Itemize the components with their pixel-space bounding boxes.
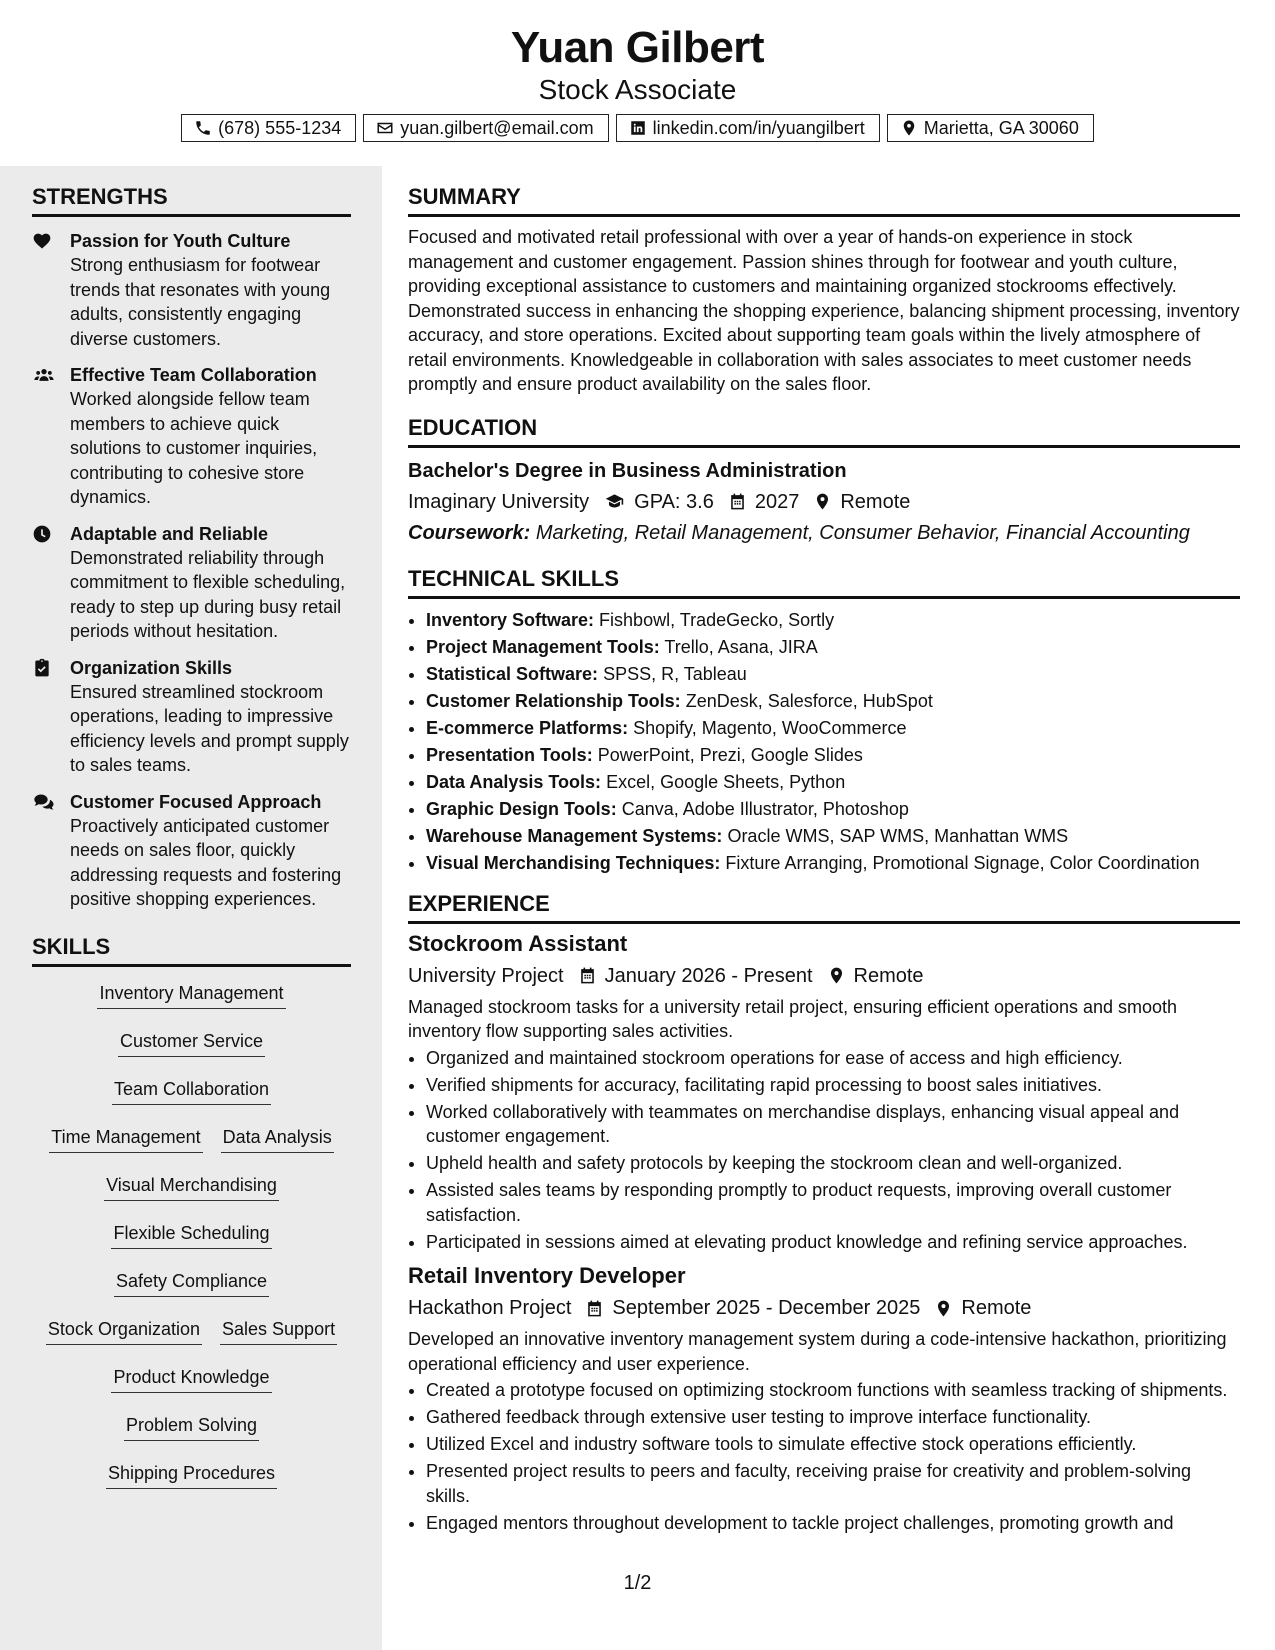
list-item: • Organized and maintained stockroom operations for ease of access and high efficiency. [426, 1046, 1240, 1071]
coursework [408, 520, 1240, 546]
strengths-heading: STRENGTHS [32, 184, 351, 217]
strength-title: Adaptable and Reliable [70, 523, 269, 544]
list-item: • Utilized Excel and industry software tools to simulate effective stock operations efficiently. [426, 1432, 1240, 1457]
calendar-icon [578, 966, 597, 985]
candidate-name: Yuan Gilbert [510, 23, 765, 72]
page-number: 1/2 [623, 1572, 652, 1594]
job-summary: Managed stockroom tasks for a university retail project, ensuring efficient operations and smooth inventory flow supporting sales activities. [408, 996, 1178, 1041]
job-org: University Project [408, 964, 564, 987]
contact-email-text: yuan.gilbert@email.com [400, 117, 594, 138]
list-item: • Gathered feedback through extensive user testing to improve interface functionality. [426, 1405, 1240, 1430]
right-column [408, 166, 1240, 1538]
list-item: • Project Management Tools: Trello, Asana, JIRA [426, 634, 1240, 661]
skill-tag: Time Management [49, 1125, 202, 1153]
coursework-label: Coursework: [408, 521, 531, 544]
list-item: • E-commerce Platforms: Shopify, Magento, WooCommerce [426, 715, 1240, 742]
contact-phone[interactable] [181, 114, 356, 142]
school-name: Imaginary University [408, 490, 590, 513]
skill-tag: Team Collaboration [112, 1077, 271, 1105]
job-summary: Developed an innovative inventory management system during a code-intensive hackathon, prioritizing operational efficiency and user experience. [408, 1329, 1227, 1374]
strength-item [32, 522, 351, 644]
strength-desc: Demonstrated reliability through commitment to flexible scheduling, ready to step up during busy retail periods without hesitation. [70, 547, 346, 641]
strength-item [32, 790, 351, 912]
strength-title: Organization Skills [70, 657, 233, 678]
strength-title: Passion for Youth Culture [70, 231, 291, 251]
contact-bar [0, 114, 1275, 142]
job-org: Hackathon Project [408, 1297, 572, 1319]
skill-tag: Problem Solving [124, 1413, 259, 1441]
skill-tag: Product Knowledge [111, 1365, 271, 1393]
skills-list [32, 981, 351, 1509]
clock-icon [32, 524, 52, 544]
contact-linkedin-text: linkedin.com/in/yuangilbert [652, 117, 865, 138]
list-item: • Warehouse Management Systems: Oracle WMS, SAP WMS, Manhattan WMS [426, 823, 1240, 850]
location-icon [900, 119, 918, 137]
skill-tag: Flexible Scheduling [111, 1221, 271, 1249]
list-item: • Verified shipments for accuracy, facilitating rapid processing to boost sales initiatives. [426, 1073, 1240, 1098]
email-icon [376, 119, 394, 137]
summary-text: Focused and motivated retail professional with over a year of hands-on experience in stock management and customer engagement. Passion shines through for footwear and youth culture, providing exceptional assistance to customers and maintaining organized stockrooms effectively. Demonstrated success in enhancing the shopping experience, balancing shipment processing, inventory accuracy, and store operations. Excited about supporting team goals within the lively atmosphere of retail environments. Knowledgeable in collaboration with sales associates to meet customer needs promptly and ensure product availability on the sales floor. [408, 227, 1240, 394]
graduation-cap-icon [603, 492, 626, 511]
list-item: • Presentation Tools: PowerPoint, Prezi, Google Slides [426, 742, 1240, 769]
contact-location[interactable] [887, 114, 1094, 142]
job-location: Remote [853, 964, 924, 987]
education-heading: EDUCATION [408, 415, 1240, 448]
calendar-icon [728, 492, 747, 511]
list-item: • Upheld health and safety protocols by keeping the stockroom clean and well-organized. [426, 1151, 1240, 1176]
job-bullets [408, 1046, 1240, 1255]
skill-tag: Data Analysis [221, 1125, 334, 1153]
location-icon [813, 492, 832, 511]
list-item: • Presented project results to peers and faculty, receiving praise for creativity and problem-solving skills. [426, 1459, 1240, 1508]
list-item: • Data Analysis Tools: Excel, Google Sheets, Python [426, 769, 1240, 796]
strength-desc: Worked alongside fellow team members to achieve quick solutions to customer inquiries, contributing to cohesive store dynamics. [70, 389, 318, 507]
job-title: Stockroom Assistant [408, 930, 628, 956]
contact-phone-text: (678) 555-1234 [218, 117, 342, 138]
list-item: • Created a prototype focused on optimizing stockroom functions with seamless tracking of shipments. [426, 1378, 1240, 1403]
summary-heading: SUMMARY [408, 184, 1240, 217]
calendar-icon [585, 1299, 604, 1318]
skills-heading: SKILLS [32, 934, 351, 967]
strength-desc: Strong enthusiasm for footwear trends that resonates with young adults, consistently engaging diverse customers. [70, 255, 331, 349]
resume-header [0, 22, 1275, 142]
left-column [32, 166, 351, 1509]
job-dates: January 2026 - Present [604, 964, 813, 987]
strength-desc: Proactively anticipated customer needs on sales floor, quickly addressing requests and fostering positive shopping experiences. [70, 815, 342, 909]
degree-title: Bachelor's Degree in Business Administration [408, 459, 847, 482]
job-title: Retail Inventory Developer [408, 1263, 686, 1288]
skill-tag: Visual Merchandising [104, 1173, 279, 1201]
experience-heading: EXPERIENCE [408, 891, 1240, 924]
strength-item [32, 229, 351, 351]
clipboard-check-icon [32, 658, 52, 678]
skill-tag: Customer Service [118, 1029, 265, 1057]
technical-skills-list [408, 607, 1240, 877]
job-meta [408, 963, 1240, 989]
job-title: Stock Associate [538, 74, 737, 105]
heart-icon [32, 231, 52, 251]
linkedin-icon [629, 119, 647, 137]
strength-desc: Ensured streamlined stockroom operations, leading to impressive efficiency levels and prompt supply to sales teams. [70, 681, 349, 775]
list-item: • Inventory Software: Fishbowl, TradeGecko, Sortly [426, 607, 1240, 634]
job-dates: September 2025 - December 2025 [612, 1297, 921, 1319]
coursework-list: Marketing, Retail Management, Consumer Behavior, Financial Accounting [535, 521, 1190, 544]
list-item: • Graphic Design Tools: Canva, Adobe Illustrator, Photoshop [426, 796, 1240, 823]
chat-icon [32, 792, 55, 812]
job-bullets [408, 1378, 1240, 1535]
contact-linkedin[interactable] [616, 114, 880, 142]
list-item: • Statistical Software: SPSS, R, Tableau [426, 661, 1240, 688]
list-item: • Worked collaboratively with teammates on merchandise displays, enhancing visual appeal and customer engagement. [426, 1100, 1240, 1149]
skill-tag: Stock Organization [46, 1317, 202, 1345]
list-item: • Engaged mentors throughout development to tackle project challenges, promoting growth and [426, 1511, 1240, 1536]
skill-tag: Safety Compliance [114, 1269, 269, 1297]
contact-email[interactable] [363, 114, 608, 142]
gpa: GPA: 3.6 [634, 490, 714, 513]
education-meta [408, 489, 1240, 515]
job-location: Remote [961, 1297, 1032, 1319]
skill-tag: Inventory Management [97, 981, 285, 1009]
list-item: • Assisted sales teams by responding promptly to product requests, improving overall customer satisfaction. [426, 1178, 1240, 1227]
strength-item [32, 363, 351, 510]
skill-tag: Shipping Procedures [106, 1461, 277, 1489]
list-item: • Visual Merchandising Techniques: Fixture Arranging, Promotional Signage, Color Coordination [426, 850, 1240, 877]
location-icon [827, 966, 846, 985]
skill-tag: Sales Support [220, 1317, 337, 1345]
list-item: • Customer Relationship Tools: ZenDesk, Salesforce, HubSpot [426, 688, 1240, 715]
team-icon [32, 365, 56, 385]
education-location: Remote [840, 490, 911, 513]
strength-title: Customer Focused Approach [70, 791, 322, 812]
technical-skills-heading: TECHNICAL SKILLS [408, 566, 1240, 599]
job-meta [408, 1295, 1240, 1321]
contact-location-text: Marietta, GA 30060 [923, 117, 1079, 138]
strengths-list [32, 229, 351, 912]
strength-item [32, 656, 351, 778]
location-icon [934, 1299, 953, 1318]
list-item: • Participated in sessions aimed at elevating product knowledge and refining service approaches. [426, 1230, 1240, 1255]
graduation-year: 2027 [754, 490, 800, 513]
phone-icon [194, 119, 212, 137]
strength-title: Effective Team Collaboration [70, 365, 317, 385]
